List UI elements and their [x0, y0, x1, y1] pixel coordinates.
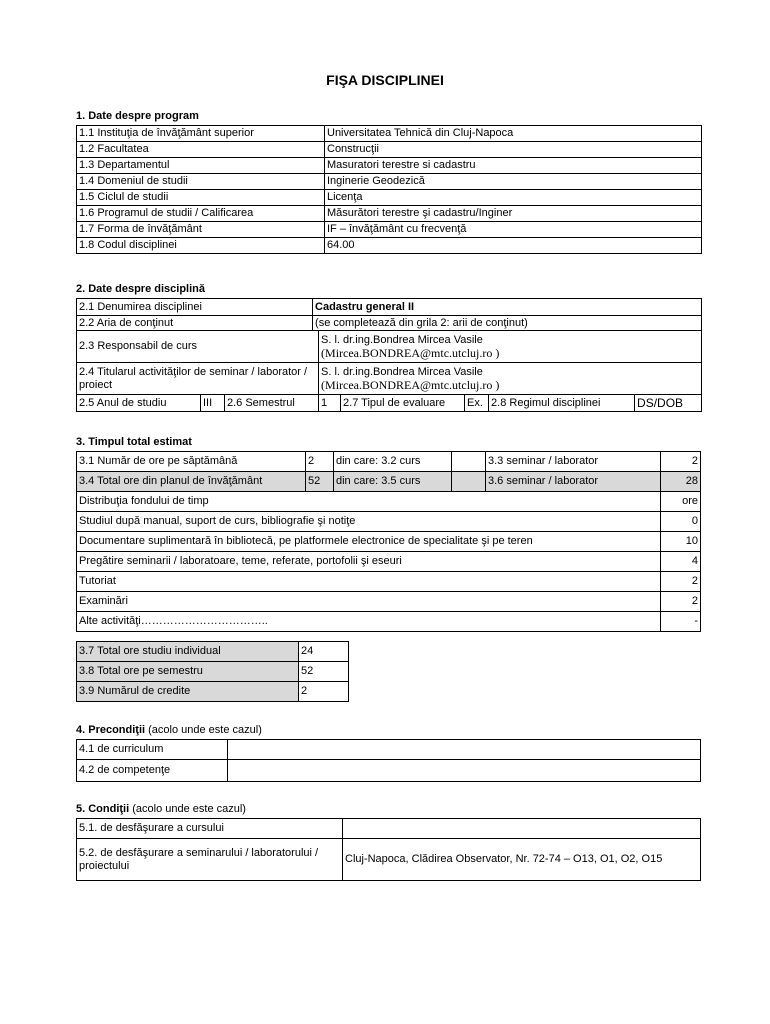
weekly-hours-value: 2 — [306, 452, 334, 472]
program-row-label: 1.2 Facultatea — [77, 142, 325, 158]
time-item-value: 0 — [661, 512, 701, 532]
seminar-holder-label: 2.4 Titularul activităţilor de seminar / laborator / proiect — [77, 363, 319, 395]
course-responsible-email: (Mircea.BONDREA@mtc.utcluj.ro ) — [321, 345, 500, 360]
seminar-conditions-label: 5.2. de desfăşurare a seminarului / laboratorului / proiectului — [77, 839, 343, 881]
program-row — [77, 174, 702, 190]
curriculum-label: 4.1 de curriculum — [77, 740, 228, 760]
program-row-value: Masuratori terestre si cadastru — [325, 158, 702, 174]
program-row — [77, 158, 702, 174]
section-4-heading-bold: 4. Precondiţii — [76, 724, 146, 736]
time-table — [76, 451, 701, 632]
program-row-label: 1.6 Programul de studii / Calificarea — [77, 206, 325, 222]
program-row-value: Universitatea Tehnică din Cluj-Napoca — [325, 126, 702, 142]
discipline-table — [76, 298, 702, 412]
weekly-course-value — [452, 452, 486, 472]
program-row-value: Licenţa — [325, 190, 702, 206]
program-row-value: Măsurători terestre şi cadastru/Inginer — [325, 206, 702, 222]
program-row-label: 1.7 Forma de învăţământ — [77, 222, 325, 238]
section-1-heading: 1. Date despre program — [76, 110, 199, 122]
competences-value — [228, 760, 701, 782]
total-course-label: din care: 3.5 curs — [334, 472, 452, 492]
time-item-label: Documentare suplimentară în bibliotecă, pe platformele electronice de specialitate şi pe teren — [77, 532, 661, 552]
discipline-name-label: 2.1 Denumirea disciplinei — [77, 299, 313, 316]
program-row-value: Inginerie Geodezică — [325, 174, 702, 190]
totals-table — [76, 641, 349, 702]
time-item-label: Pregătire seminarii / laboratoare, teme, referate, portofolii şi eseuri — [77, 552, 661, 572]
section-4-heading — [76, 724, 262, 736]
regime-value: DS/DOB — [635, 395, 702, 412]
time-distribution-row — [77, 532, 701, 552]
conditions-table — [76, 818, 701, 881]
program-row — [77, 126, 702, 142]
totals-row — [77, 642, 349, 662]
program-row-label: 1.8 Codul disciplinei — [77, 238, 325, 254]
section-3-heading: 3. Timpul total estimat — [76, 436, 192, 448]
program-row-label: 1.5 Ciclul de studii — [77, 190, 325, 206]
time-item-value: 4 — [661, 552, 701, 572]
total-seminar-label: 3.6 seminar / laborator — [486, 472, 661, 492]
total-course-value — [452, 472, 486, 492]
totals-value: 52 — [299, 662, 349, 682]
semester-label: 2.6 Semestrul — [225, 395, 319, 412]
study-year-label: 2.5 Anul de studiu — [77, 395, 201, 412]
program-row — [77, 190, 702, 206]
totals-row — [77, 682, 349, 702]
evaluation-label: 2.7 Tipul de evaluare — [341, 395, 465, 412]
totals-value: 2 — [299, 682, 349, 702]
time-item-value: - — [661, 612, 701, 632]
course-responsible-name: S. l. dr.ing.Bondrea Mircea Vasile — [321, 333, 483, 346]
curriculum-value — [228, 740, 701, 760]
program-row — [77, 222, 702, 238]
weekly-seminar-value: 2 — [661, 452, 701, 472]
section-5-heading — [76, 803, 246, 815]
weekly-course-label: din care: 3.2 curs — [334, 452, 452, 472]
time-distribution-label: Distribuţia fondului de timp — [77, 492, 661, 512]
time-distribution-row — [77, 552, 701, 572]
program-row-label: 1.3 Departamentul — [77, 158, 325, 174]
program-row-label: 1.1 Instituţia de învăţământ superior — [77, 126, 325, 142]
totals-label: 3.9 Numărul de credite — [77, 682, 299, 702]
content-area-value: (se completează din grila 2: arii de conţinut) — [313, 316, 702, 331]
totals-row — [77, 662, 349, 682]
course-conditions-value — [343, 819, 701, 839]
weekly-hours-label: 3.1 Număr de ore pe săptămână — [77, 452, 306, 472]
time-item-label: Studiul după manual, suport de curs, bibliografie şi notiţe — [77, 512, 661, 532]
regime-label: 2.8 Regimul disciplinei — [489, 395, 635, 412]
seminar-conditions-value: Cluj-Napoca, Clădirea Observator, Nr. 72-74 – O13, O1, O2, O15 — [343, 839, 701, 881]
time-item-label: Alte activităţi…………………………….. — [77, 612, 661, 632]
course-conditions-label: 5.1. de desfăşurare a cursului — [77, 819, 343, 839]
semester-value: 1 — [319, 395, 341, 412]
time-item-label: Examinări — [77, 592, 661, 612]
program-row-value: IF – învăţământ cu frecvenţă — [325, 222, 702, 238]
time-distribution-row — [77, 592, 701, 612]
totals-label: 3.7 Total ore studiu individual — [77, 642, 299, 662]
total-plan-hours-label: 3.4 Total ore din planul de învăţământ — [77, 472, 306, 492]
page-title: FIŞA DISCIPLINEI — [326, 72, 444, 88]
total-seminar-value: 28 — [661, 472, 701, 492]
program-row-value: 64.00 — [325, 238, 702, 254]
competences-label: 4.2 de competenţe — [77, 760, 228, 782]
evaluation-value: Ex. — [465, 395, 489, 412]
weekly-seminar-label: 3.3 seminar / laborator — [486, 452, 661, 472]
program-table — [76, 125, 702, 254]
seminar-holder-name: S. l. dr.ing.Bondrea Mircea Vasile — [321, 365, 483, 378]
time-item-value: 2 — [661, 572, 701, 592]
section-4-heading-note: (acolo unde este cazul) — [145, 724, 262, 736]
totals-value: 24 — [299, 642, 349, 662]
time-distribution-unit: ore — [661, 492, 701, 512]
seminar-holder-email: (Mircea.BONDREA@mtc.utcluj.ro ) — [321, 377, 500, 392]
discipline-name-value: Cadastru general II — [313, 299, 702, 316]
study-year-value: III — [201, 395, 225, 412]
time-distribution-row — [77, 572, 701, 592]
time-distribution-row — [77, 612, 701, 632]
program-row — [77, 206, 702, 222]
totals-label: 3.8 Total ore pe semestru — [77, 662, 299, 682]
program-row — [77, 142, 702, 158]
section-2-heading: 2. Date despre disciplină — [76, 283, 205, 295]
time-distribution-row — [77, 512, 701, 532]
course-responsible-label: 2.3 Responsabil de curs — [77, 331, 319, 363]
time-item-label: Tutoriat — [77, 572, 661, 592]
time-item-value: 10 — [661, 532, 701, 552]
section-5-heading-bold: 5. Condiţii — [76, 803, 130, 815]
preconditions-table — [76, 739, 701, 782]
time-item-value: 2 — [661, 592, 701, 612]
total-plan-hours-value: 52 — [306, 472, 334, 492]
program-row-value: Construcţii — [325, 142, 702, 158]
program-row — [77, 238, 702, 254]
content-area-label: 2.2 Aria de conţinut — [77, 316, 313, 331]
program-row-label: 1.4 Domeniul de studii — [77, 174, 325, 190]
section-5-heading-note: (acolo unde este cazul) — [129, 803, 246, 815]
